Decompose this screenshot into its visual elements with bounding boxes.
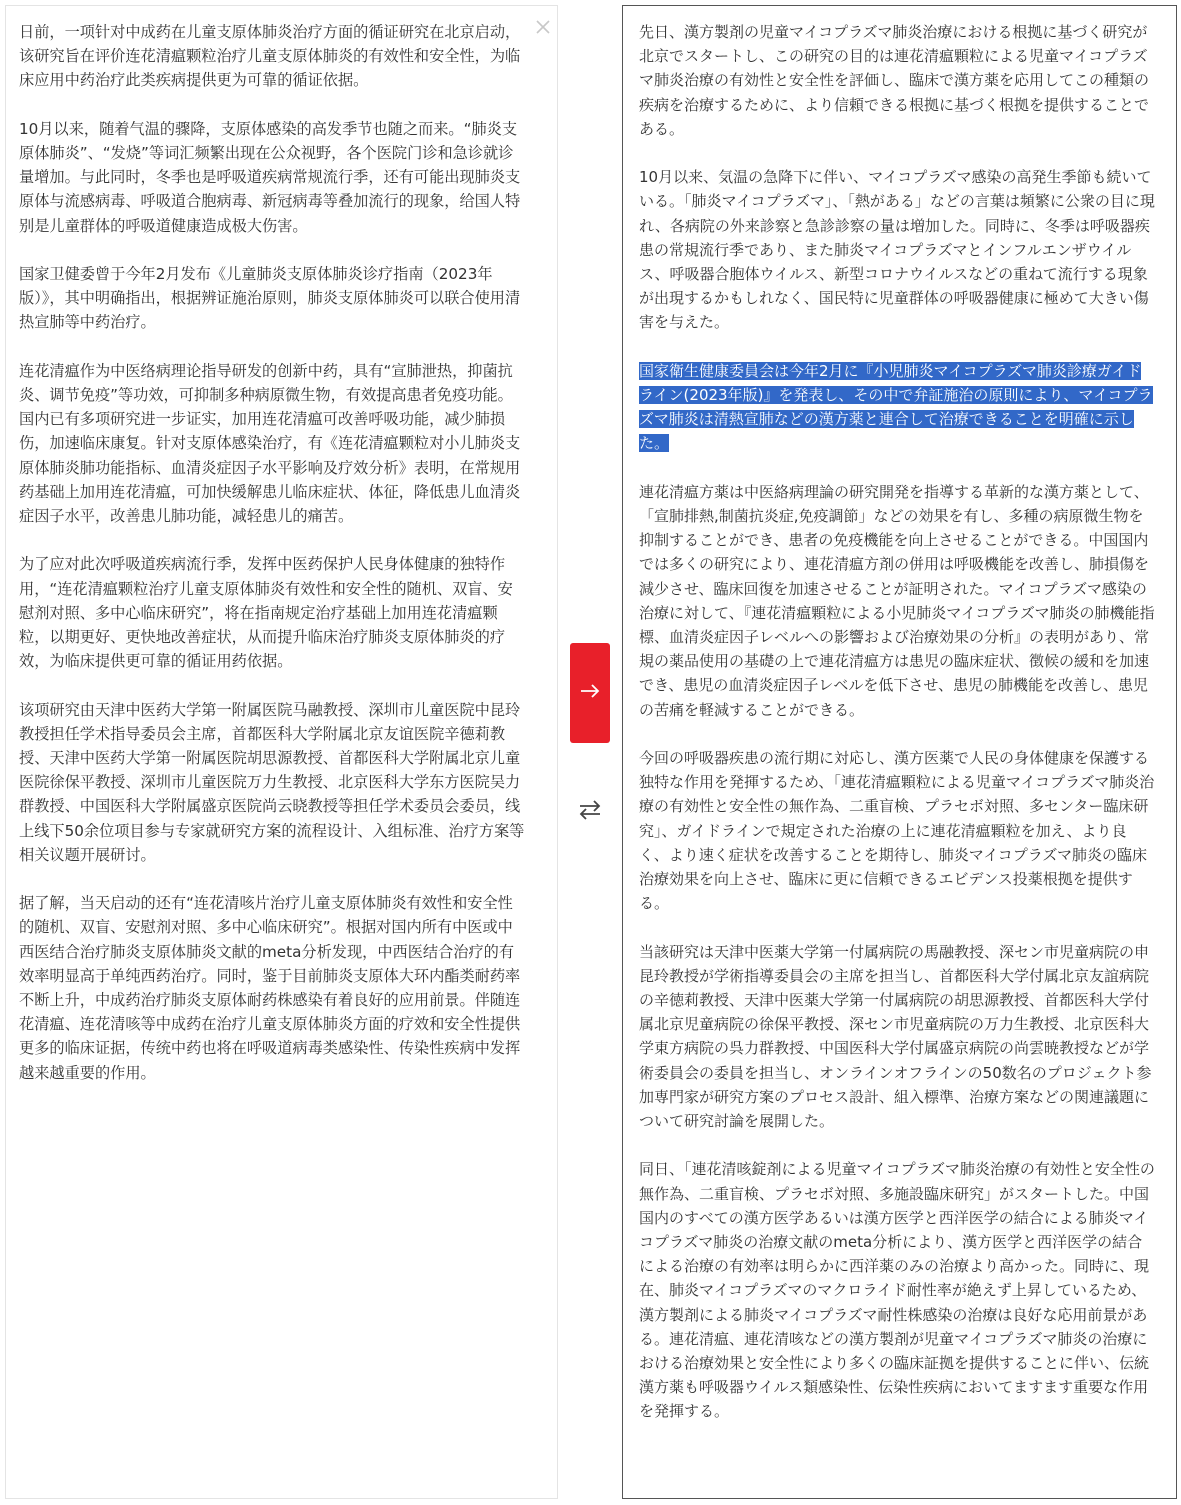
- translation-paragraph: 同日、「連花清咳錠剤による児童マイコプラズマ肺炎治療の有効性と安全性の無作為、二重盲検、プラセボ対照、多施設臨床研究」がスタートした。中国国内のすべての漢方医学あるいは漢方医学と西洋医学の結合による肺炎マイコプラズマ肺炎の治療文献のmeta分析により、漢方医学と西洋医学の結合による治療の有効率は明らかに西洋薬のみの治療より高かった。同時に、現在、肺炎マイコプラズマのマクロライド耐性率が絶えず上昇しているため、漢方製剤による肺炎マイコプラズマ耐性株感染の治療は良好な応用前景がある。連花清瘟、連花清咳などの漢方製剤が児童マイコプラズマ肺炎の治療における治療効果と安全性により多くの臨床証拠を提供することに伴い、伝統漢方薬も呼吸器ウイルス類感染性、伝染性疾病においてますます重要な作用を発揮する。: [639, 1160, 1155, 1421]
- translation-paragraph: 先日、漢方製剤の児童マイコプラズマ肺炎治療における根拠に基づく研究が北京でスタートし、この研究の目的は連花清瘟顆粒による児童マイコプラズマ肺炎治療の有効性と安全性を評価し、臨床で漢方薬を応用してこの種類の疾病を治療するために、より信頼できる根拠に基づく根拠を提供することである。: [639, 23, 1150, 138]
- close-icon: [534, 18, 552, 36]
- translation-paragraph: 10月以来、気温の急降下に伴い、マイコプラズマ感染の高発生季節も続いている。「肺炎マイコプラズマ」、「熱がある」などの言葉は頻繁に公衆の目に現れ、各病院の外来診察と急診診察の量は増加した。同時に、冬季は呼吸器疾患の常規流行季であり、また肺炎マイコプラズマとインフルエンザウイルス、呼吸器合胞体ウイルス、新型コロナウイルスなどの重ねて流行する現象が出現するかもしれなく、国民特に児童群体の呼吸器健康に極めて大きい傷害を与えた。: [639, 168, 1155, 332]
- source-paragraph: 国家卫健委曾于今年2月发布《儿童肺炎支原体肺炎诊疗指南（2023年版）》，其中明确指出，根据辨证施治原则，肺炎支原体肺炎可以联合使用清热宣肺等中药治疗。: [19, 265, 521, 332]
- source-paragraph: 为了应对此次呼吸道疾病流行季，发挥中医药保护人民身体健康的独特作用，“连花清瘟颗粒治疗儿童支原体肺炎有效性和安全性的随机、双盲、安慰剂对照、多中心临床研究”，将在指南规定治疗基础上加用连花清瘟颗粒，以期更好、更快地改善症状，从而提升临床治疗肺炎支原体肺炎的疗效，为临床提供更可靠的循证用药依据。: [19, 555, 513, 671]
- translation-paragraph-selected[interactable]: [639, 359, 1156, 456]
- translation-paragraph: 今回の呼吸器疾患の流行期に対応し、漢方医薬で人民の身体健康を保護する独特な作用を発揮するため、「連花清瘟顆粒による児童マイコプラズマ肺炎治療の有効性と安全性の無作為、二重盲検、プラセボ対照、多センター臨床研究」、ガイドラインで規定された治療の上に連花清瘟顆粒を加え、より良く、より速く症状を改善することを期待し、肺炎マイコプラズマ肺炎の臨床治療効果を向上させ、臨床に更に信頼できるエビデンス投薬根拠を提供する。: [639, 749, 1155, 913]
- arrow-right-icon: [579, 683, 601, 703]
- translation-text-panel[interactable]: [622, 5, 1177, 1499]
- clear-source-button[interactable]: [534, 18, 552, 36]
- source-text[interactable]: [19, 20, 526, 1085]
- source-paragraph: 该项研究由天津中医药大学第一附属医院马融教授、深圳市儿童医院中昆玲教授担任学术指导委员会主席，首都医科大学附属北京友谊医院辛德莉教授、天津中医药大学第一附属医院胡思源教授、首都医科大学附属北京儿童医院徐保平教授、深圳市儿童医院万力生教授、北京医科大学东方医院吴力群教授、中国医科大学附属盛京医院尚云晓教授等担任学术委员会委员，线上线下50余位项目参与专家就研究方案的流程设计、入组标准、治疗方案等相关议题开展研讨。: [19, 700, 525, 864]
- selected-text[interactable]: 国家衛生健康委員会は今年2月に『小児肺炎マイコプラズマ肺炎診療ガイドライン(2023年版)』を発表し、その中で弁証施治の原則により、マイコプラズマ肺炎は清熱宣肺などの漢方薬と連合して治療できることを明確に示した。: [639, 361, 1153, 453]
- source-paragraph: 10月以来，随着气温的骤降，支原体感染的高发季节也随之而来。“肺炎支原体肺炎”、“发烧”等词汇频繁出现在公众视野，各个医院门诊和急诊就诊量增加。与此同时，冬季也是呼吸道疾病常规流行季，还有可能出现肺炎支原体与流感病毒、呼吸道合胞病毒、新冠病毒等叠加流行的现象，给国人特别是儿童群体的呼吸道健康造成极大伤害。: [19, 119, 521, 235]
- source-paragraph: 日前，一项针对中成药在儿童支原体肺炎治疗方面的循证研究在北京启动，该研究旨在评价连花清瘟颗粒治疗儿童支原体肺炎的有效性和安全性，为临床应用中药治疗此类疾病提供更为可靠的循证依据。: [19, 23, 521, 90]
- source-paragraph: 据了解，当天启动的还有“连花清咳片治疗儿童支原体肺炎有效性和安全性的随机、双盲、安慰剂对照、多中心临床研究”。根据对国内所有中医或中西医结合治疗肺炎支原体肺炎文献的meta分析发现，中西医结合治疗的有效率明显高于单纯西药治疗。同时，鉴于目前肺炎支原体大环内酯类耐药率不断上升，中成药治疗肺炎支原体耐药株感染有着良好的应用前景。伴随连花清瘟、连花清咳等中成药在治疗儿童支原体肺炎方面的疗效和安全性提供更多的临床证据，传统中药也将在呼吸道病毒类感染性、传染性疾病中发挥越来越重要的作用。: [19, 894, 521, 1082]
- source-text-panel[interactable]: [5, 5, 558, 1499]
- swap-arrows-icon: [577, 798, 603, 826]
- translation-paragraph: 当該研究は天津中医薬大学第一付属病院の馬融教授、深セン市児童病院の申昆玲教授が学術指導委員会の主席を担当し、首都医科大学付属北京友誼病院の辛徳莉教授、天津中医薬大学第一付属病院の胡思源教授、首都医科大学付属北京児童病院の徐保平教授、深セン市児童病院の万力生教授、北京医科大学東方病院の呉力群教授、中国医科大学付属盛京病院の尚雲暁教授などが学術委員会の委員を担当し、オンラインオフラインの50数名のプロジェクト参加専門家が研究方案のプロセス設計、組入標準、治療方案などの関連議題について研究討論を展開した。: [639, 942, 1152, 1131]
- translation-text[interactable]: [639, 20, 1156, 1424]
- source-paragraph: 连花清瘟作为中医络病理论指导研发的创新中药，具有“宣肺泄热，抑菌抗炎、调节免疫”等功效，可抑制多种病原微生物，有效提高患者免疫功能。国内已有多项研究进一步证实，加用连花清瘟可改善呼吸功能，减少肺损伤，加速临床康复。针对支原体感染治疗，有《连花清瘟颗粒对小儿肺炎支原体肺炎肺功能指标、血清炎症因子水平影响及疗效分析》表明，在常规用药基础上加用连花清瘟，可加快缓解患儿临床症状、体征，降低患儿血清炎症因子水平，改善患儿肺功能，减轻患儿的痛苦。: [19, 361, 521, 526]
- swap-languages-button[interactable]: [576, 798, 604, 826]
- translation-paragraph: 連花清瘟方薬は中医絡病理論の研究開発を指導する革新的な漢方薬として、「宣肺排熱,制菌抗炎症,免疫調節」などの効果を有し、多種の病原微生物を抑制することができ、患者の免疫機能を向上させることができる。中国国内では多くの研究により、連花清瘟方剤の併用は呼吸機能を改善し、肺損傷を減少させ、臨床回復を加速させることが証明された。マイコプラズマ感染の治療に対して、『連花清瘟顆粒による小児肺炎マイコプラズマ肺炎の肺機能指標、血清炎症因子レベルへの影響および治療効果の分析』の表明があり、常規の薬品使用の基礎の上で連花清瘟方は患児の臨床症状、徴候の緩和を加速でき、患児の血清炎症因子レベルを低下させ、患児の肺機能を改善し、患児の苦痛を軽減することができる。: [639, 482, 1155, 719]
- translate-button[interactable]: [570, 643, 610, 743]
